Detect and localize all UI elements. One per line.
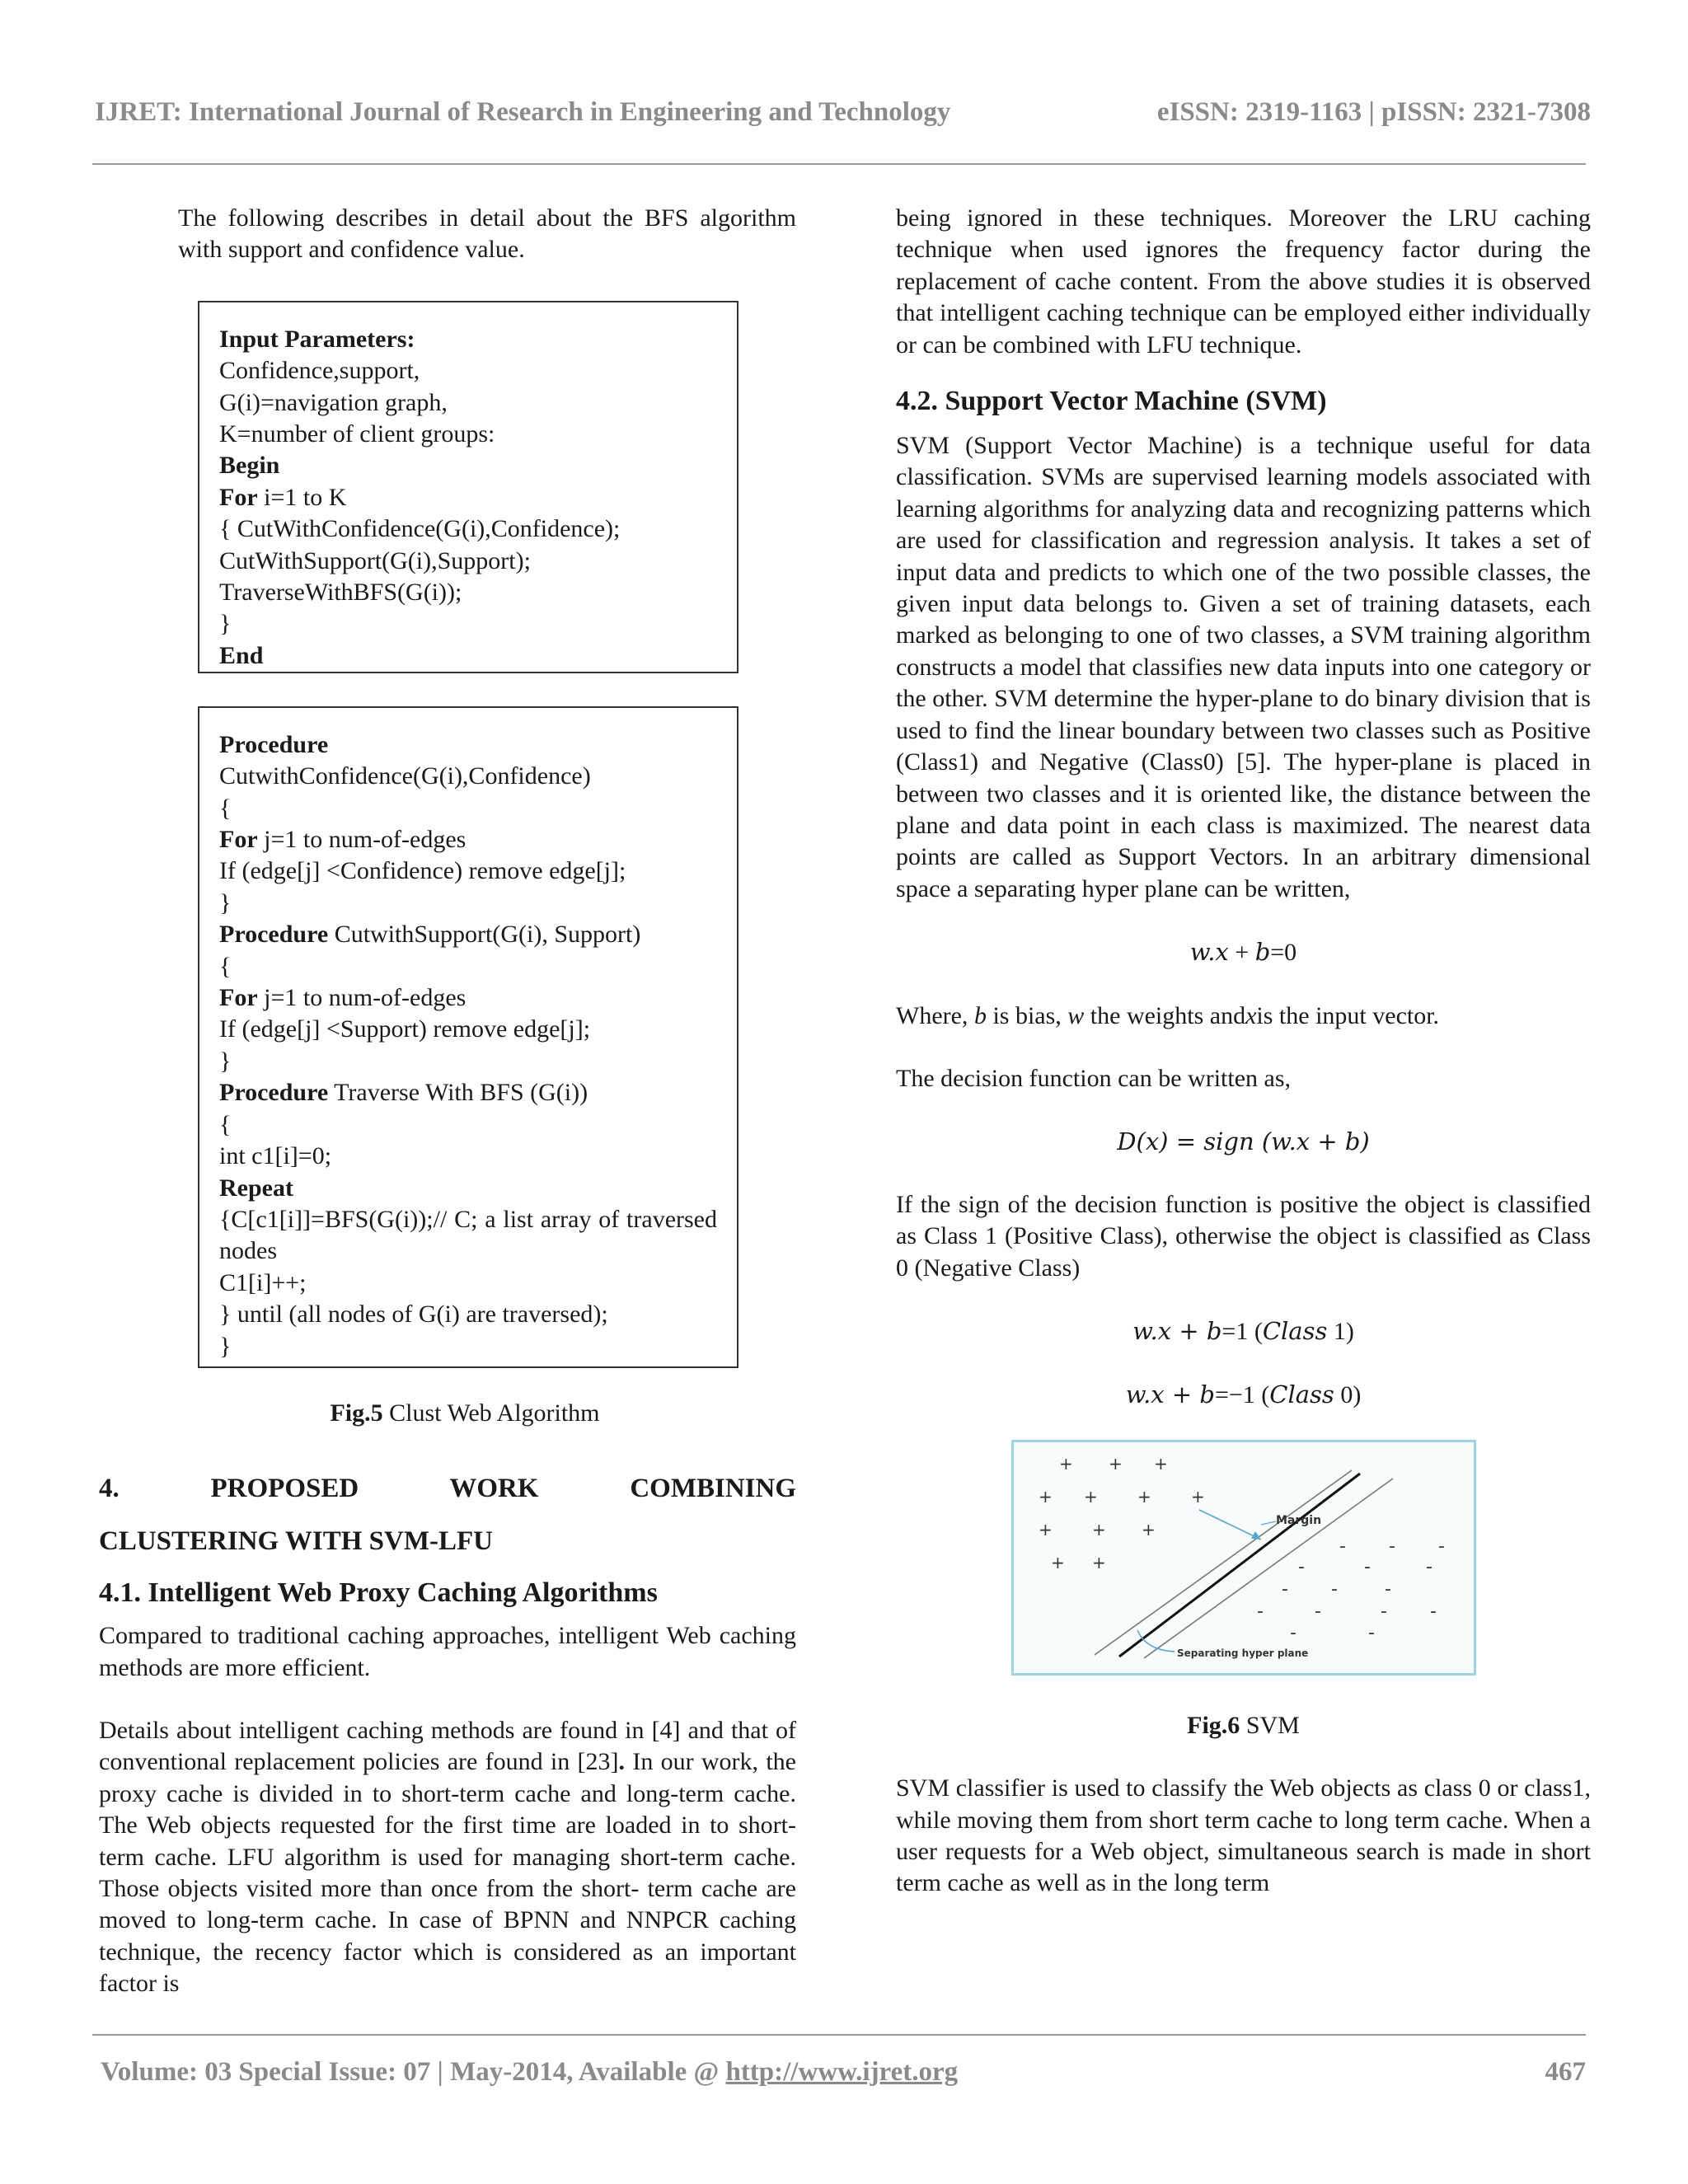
text: the weights and: [1084, 1001, 1246, 1029]
margin-arrow: [1199, 1510, 1261, 1540]
plus-point: +: [1039, 1486, 1053, 1507]
minus-point: -: [1339, 1535, 1346, 1557]
margin-line-upper: [1095, 1470, 1352, 1655]
minus-point: -: [1364, 1556, 1371, 1577]
eq-term: =1 (: [1221, 1317, 1263, 1345]
eq-term: w.x + b: [1125, 1380, 1215, 1409]
algo-line: j=1 to num-of-edges: [257, 984, 467, 1012]
where-sentence: [896, 1001, 1591, 1032]
algo-line: int c1[i]=0;: [219, 1142, 332, 1170]
fig5-caption: [176, 1398, 753, 1429]
intro-paragraph: The following describes in detail about the BFS algorithm with support and confidence value.: [178, 204, 796, 264]
paragraph-text: In our work, the proxy cache is divided in to short-term cache and long-term cache. The Web objects requested for the first time are loaded in to short-term cache. LFU algorithm is used for managing short-term cache. Those objects visited more than once from the short- term cache are moved to long-term cache. In case of BPNN and NNPCR caching technique, the recency factor which is considered as an important factor is: [99, 1748, 796, 1998]
running-footer: [101, 2057, 1586, 2088]
algo-line: {: [219, 794, 232, 822]
section-4-1-heading: 4.1. Intelligent Web Proxy Caching Algorithms: [99, 1577, 658, 1609]
equation-decision: D(x) = sign (w.x + b): [1117, 1127, 1370, 1156]
minus-point: -: [1430, 1601, 1437, 1622]
paragraph: SVM (Support Vector Machine) is a technique useful for data classification. SVMs are supervised learning models associated with learning algorithms for analyzing data and recognizing patterns which are used for classification and regression analysis. It takes a set of input data and predicts to which one of the two possible classes, the given input data belongs to. Given a set of training datasets, each marked as belonging to one of two classes, a SVM training algorithm constructs a model that classifies new data inputs into one category or the other. SVM determine the hyper-plane to do binary division that is used to find the linear boundary between two classes such as Positive (Class1) and Negative (Class0) [5]. The hyper-plane is placed in between two classes and it is oriented like, the distance between the plane and data point in each class is maximized. The nearest data points are called as Support Vectors. In an arbitrary dimensional space a separating hyper plane can be written,: [896, 432, 1591, 902]
eq-term: =0: [1270, 939, 1297, 967]
algo-line: TraverseWithBFS(G(i));: [219, 579, 462, 607]
plus-point: +: [1191, 1486, 1205, 1507]
begin-keyword: Begin: [219, 452, 280, 480]
paragraph: The decision function can be written as,: [896, 1064, 1292, 1092]
fig6-label: Fig.6: [1187, 1711, 1240, 1739]
fig5-label: Fig.5: [330, 1399, 383, 1427]
algorithm-box-procedures: [198, 706, 738, 1368]
section-4-heading: 4. PROPOSED WORK COMBINING: [99, 1474, 796, 1504]
minus-point: -: [1381, 1601, 1387, 1622]
algo-line: K=number of client groups:: [219, 420, 495, 448]
svm-figure: [1011, 1440, 1476, 1675]
fig5-text: Clust Web Algorithm: [382, 1399, 600, 1427]
eq-term: w.x + b: [1132, 1316, 1222, 1345]
for-keyword: For: [219, 826, 258, 854]
eq-term: w: [1189, 938, 1208, 967]
journal-link[interactable]: http://www.ijret.org: [725, 2057, 959, 2087]
algo-line: {: [219, 1110, 232, 1138]
eq-term: x: [1215, 938, 1229, 967]
equation-class1: [896, 1315, 1591, 1347]
eq-term: .: [1207, 938, 1216, 967]
eq-term: 1): [1327, 1317, 1354, 1345]
plus-point: +: [1084, 1486, 1098, 1507]
algo-line: j=1 to num-of-edges: [257, 826, 467, 854]
algo-line: CutWithSupport(G(i),Support);: [219, 546, 531, 574]
plus-point: +: [1092, 1519, 1106, 1540]
algo-line: C1[i]++;: [219, 1268, 307, 1296]
paragraph: Compared to traditional caching approaches, intelligent Web caching methods are more efficient.: [99, 1622, 796, 1681]
algo-line: If (edge[j] <Support) remove edge[j];: [219, 1015, 591, 1043]
eq-term: 0): [1334, 1381, 1362, 1409]
algo-line: If (edge[j] <Confidence) remove edge[j];: [219, 857, 626, 885]
plus-point: +: [1142, 1519, 1156, 1540]
section-4-2-heading: 4.2. Support Vector Machine (SVM): [896, 386, 1327, 417]
algo-line: } until (all nodes of G(i) are traversed);: [219, 1301, 608, 1329]
margin-pointer: [1261, 1521, 1276, 1525]
minus-point: -: [1389, 1535, 1395, 1557]
footer-rule: [92, 2034, 1586, 2036]
end-keyword: End: [219, 641, 264, 669]
algo-line: G(i)=navigation graph,: [219, 388, 448, 416]
algo-line: }: [219, 888, 232, 916]
section-4-heading-cont: CLUSTERING WITH SVM-LFU: [99, 1526, 493, 1557]
eq-term: +: [1228, 939, 1255, 967]
negative-points: [1257, 1536, 1445, 1643]
procedure-keyword: Procedure: [219, 921, 329, 949]
minus-point: -: [1368, 1622, 1375, 1643]
repeat-keyword: Repeat: [219, 1174, 293, 1202]
minus-point: -: [1331, 1578, 1338, 1600]
fig6-text: SVM: [1240, 1711, 1300, 1739]
page-number: 467: [1545, 2057, 1586, 2087]
algo-line: { CutWithConfidence(G(i),Confidence);: [219, 515, 621, 543]
algo-line: Confidence,support,: [219, 357, 420, 385]
text: Where,: [896, 1001, 974, 1029]
algorithm-box-main: [198, 301, 738, 673]
left-column: [99, 203, 796, 2000]
minus-point: -: [1438, 1535, 1445, 1557]
procedure-keyword: Procedure: [219, 1079, 329, 1107]
minus-point: -: [1385, 1578, 1391, 1600]
algo-line: i=1 to K: [257, 483, 347, 511]
hyperplane-label: Separating hyper plane: [1177, 1647, 1309, 1659]
equation-class0: [896, 1379, 1591, 1411]
paragraph: [99, 1715, 796, 2000]
plus-point: +: [1039, 1519, 1053, 1540]
text: b: [973, 1001, 987, 1029]
svm-diagram: [1014, 1442, 1474, 1673]
plus-point: +: [1059, 1453, 1073, 1474]
right-column: [896, 203, 1591, 1900]
procedure-keyword: Procedure: [219, 730, 329, 758]
paragraph-text: .: [618, 1748, 626, 1776]
algo-line: Traverse With BFS (G(i)): [328, 1079, 588, 1107]
plus-point: +: [1092, 1552, 1106, 1572]
eq-term: Class: [1269, 1380, 1334, 1409]
header-rule: [92, 163, 1586, 165]
eq-term: b: [1254, 938, 1271, 967]
issn-info: eISSN: 2319-1163 | pISSN: 2321-7308: [1156, 97, 1591, 127]
margin-label: Margin: [1276, 1513, 1322, 1527]
minus-point: -: [1290, 1622, 1296, 1643]
plus-point: +: [1109, 1453, 1123, 1474]
for-keyword: For: [219, 483, 258, 511]
minus-point: -: [1257, 1601, 1264, 1622]
minus-point: -: [1315, 1601, 1321, 1622]
minus-point: -: [1298, 1556, 1305, 1577]
algo-line: {C[c1[i]]=BFS(G(i));// C; a list array of traversed nodes: [219, 1205, 717, 1265]
minus-point: -: [1282, 1578, 1288, 1600]
eq-term: =−1 (: [1214, 1381, 1270, 1409]
eq-term: Class: [1262, 1316, 1328, 1345]
algo-line: CutwithConfidence(G(i),Confidence): [219, 762, 591, 790]
text: x: [1245, 1001, 1257, 1029]
plus-point: +: [1154, 1453, 1168, 1474]
equation-hyperplane: [896, 936, 1591, 968]
journal-title: IJRET: International Journal of Research in Engineering and Technology: [95, 97, 951, 127]
algo-line: }: [219, 1047, 232, 1075]
algo-line: }: [219, 1332, 232, 1360]
positive-points: [1039, 1454, 1205, 1572]
paragraph: SVM classifier is used to classify the Web objects as class 0 or class1, while moving them from short term cache to long term cache. When a user requests for a Web object, simultaneous search is made in short term cache as well as in the long term: [896, 1774, 1591, 1897]
separating-hyperplane: [1119, 1474, 1360, 1657]
text: is the input vector.: [1256, 1001, 1440, 1029]
margin-line-lower: [1144, 1479, 1393, 1658]
volume-info: Volume: 03 Special Issue: 07 | May-2014, Available @: [101, 2057, 726, 2087]
plus-point: +: [1137, 1486, 1151, 1507]
fig6-caption: [896, 1710, 1591, 1741]
plus-point: +: [1051, 1552, 1065, 1572]
paragraph-text: Details about intelligent caching methods are found in [4] and that of conventional replacement policies are found in [23]: [99, 1717, 796, 1776]
text: is bias,: [986, 1001, 1068, 1029]
minus-point: -: [1426, 1556, 1432, 1577]
for-keyword: For: [219, 984, 258, 1012]
paragraph: being ignored in these techniques. Moreover the LRU caching technique when used ignores the frequency factor during the replacement of cache content. From the above studies it is observed that intelligent caching technique can be employed either individually or can be combined with LFU technique.: [896, 204, 1591, 359]
algo-line: CutwithSupport(G(i), Support): [328, 921, 641, 949]
text: w: [1067, 1001, 1085, 1029]
input-params-heading: Input Parameters:: [219, 325, 415, 353]
algo-line: }: [219, 610, 232, 638]
paragraph: If the sign of the decision function is positive the object is classified as Class 1 (Positive Class), otherwise the object is classified as Class 0 (Negative Class): [896, 1190, 1591, 1282]
algo-line: {: [219, 952, 232, 980]
